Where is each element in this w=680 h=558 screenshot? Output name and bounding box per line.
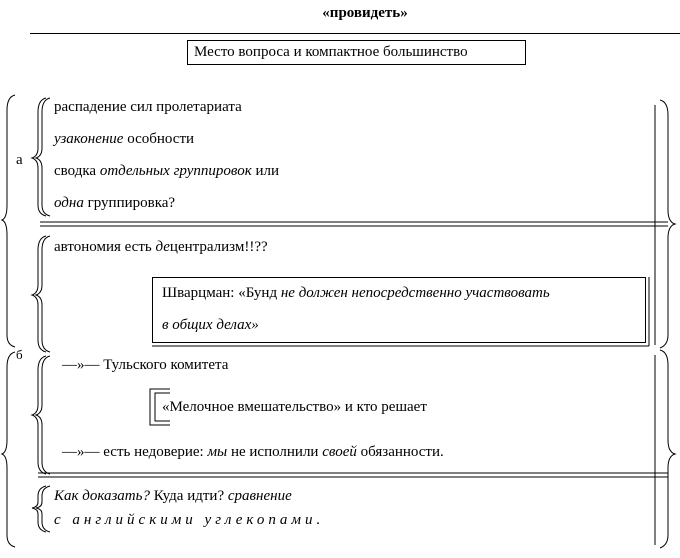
final-line-2: с английскими углекопами. (54, 512, 325, 528)
text-run: распадение сил пролетариата (54, 99, 242, 115)
text-run: своей (322, 444, 357, 460)
autonomy-line (54, 238, 268, 256)
text-run: группировка? (83, 195, 176, 211)
inner-brace-autonomy (32, 236, 46, 352)
text-run: или (251, 163, 280, 179)
b-line-3 (62, 443, 444, 461)
text-run: особности (123, 131, 195, 147)
a-line-4 (54, 194, 175, 212)
text-run: узаконение (54, 131, 124, 147)
text-run: не должен непосредственно участвовать (280, 285, 550, 301)
text-run: сравнение (227, 488, 292, 504)
text-run: де (155, 239, 170, 255)
text-run: мы (207, 444, 228, 460)
b-line-1: —»— Тульского комитета (62, 357, 229, 373)
text-run: сводка (54, 163, 100, 179)
title-rule (30, 33, 680, 34)
text-run: автономия есть (54, 239, 156, 255)
text-run: Как доказать? (54, 488, 150, 504)
a-line-3 (54, 162, 279, 180)
left-brace-a (2, 95, 15, 347)
text-run: Куда идти? (149, 488, 228, 504)
a-line-1 (54, 98, 242, 116)
text-run: Шварцман: «Бунд (162, 285, 281, 301)
heading-box (187, 40, 526, 65)
text-run: в общих делах» (162, 317, 259, 333)
text-run: одна (54, 195, 84, 211)
left-brace-b (2, 352, 15, 547)
text-run: отдельных группировок (99, 163, 252, 179)
text-run: обязанности. (356, 444, 444, 460)
text-run: —»— есть недоверие: (62, 444, 208, 460)
heading-text: Место вопроса и компактное большинство (194, 44, 468, 60)
section-b-label: б (16, 347, 23, 362)
quote-line-1 (162, 284, 550, 302)
right-brace-a (660, 100, 675, 348)
final-line-1 (54, 487, 292, 505)
page-title: «провидеть» (322, 5, 408, 21)
section-a-label: а (16, 152, 23, 168)
text-run: централизм!!?? (169, 239, 268, 255)
a-line-2 (54, 130, 194, 148)
boxed-phrase: «Мелочное вмешательство» и кто решает (162, 399, 427, 415)
inner-brace-b (32, 356, 46, 474)
text-run: не исполнили (227, 444, 323, 460)
right-brace-b (660, 350, 675, 548)
quote-line-2 (162, 316, 259, 334)
inner-brace-a (32, 98, 46, 216)
